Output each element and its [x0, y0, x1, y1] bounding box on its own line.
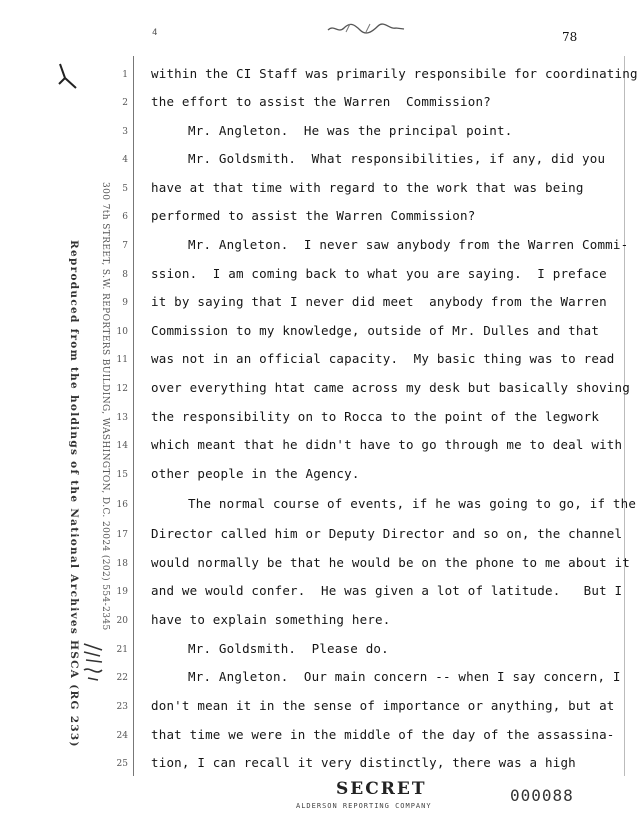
transcript-line: The normal course of events, if he was going to go, if the — [188, 496, 637, 511]
transcript-line: tion, I can recall it very distinctly, there was a high — [151, 755, 576, 770]
transcript-line: Mr. Goldsmith. Please do. — [188, 641, 389, 656]
transcript-line: Mr. Angleton. He was the principal point. — [188, 123, 513, 138]
line-number: 1 — [122, 70, 128, 80]
line-number: 22 — [116, 673, 128, 683]
line-number: 20 — [116, 616, 128, 626]
line-number: 16 — [116, 500, 128, 510]
transcript-line: the effort to assist the Warren Commission? — [151, 94, 491, 109]
line-number: 11 — [116, 355, 128, 365]
transcript-line: performed to assist the Warren Commission? — [151, 208, 476, 223]
line-number: 17 — [116, 530, 128, 540]
transcript-line: don't mean it in the sense of importance or anything, but at — [151, 698, 615, 713]
transcript-line: Mr. Goldsmith. What responsibilities, if any, did you — [188, 151, 606, 166]
right-margin-rule — [624, 56, 625, 776]
secret-classification-stamp: SECRET — [336, 779, 427, 799]
line-number: 10 — [116, 327, 128, 337]
transcript-line: ssion. I am coming back to what you are saying. I preface — [151, 266, 607, 281]
transcript-line: have to explain something here. — [151, 612, 391, 627]
line-number: 4 — [122, 155, 128, 165]
handwritten-initials-stamp — [80, 640, 106, 684]
line-number: 19 — [116, 587, 128, 597]
corner-mark: 4 — [152, 28, 158, 38]
reporting-company-name: ALDERSON REPORTING COMPANY — [296, 802, 432, 810]
line-number: 9 — [122, 298, 128, 308]
left-margin-rule — [133, 56, 134, 776]
line-number: 8 — [122, 270, 128, 280]
transcript-line: that time we were in the middle of the day of the assassina- — [151, 727, 615, 742]
transcript-line: Commission to my knowledge, outside of Mr. Dulles and that — [151, 323, 600, 338]
transcript-line: was not in an official capacity. My basic thing was to read — [151, 351, 615, 366]
margin-tick-mark — [56, 62, 78, 92]
line-number: 24 — [116, 731, 128, 741]
line-number: 25 — [116, 759, 128, 769]
transcript-line: which meant that he didn't have to go through me to deal with — [151, 437, 623, 452]
line-number: 13 — [116, 413, 128, 423]
transcript-line: and we would confer. He was given a lot of latitude. But I — [151, 583, 623, 598]
page-number: 78 — [562, 30, 578, 44]
line-number: 15 — [116, 470, 128, 480]
document-number: 000088 — [510, 786, 574, 805]
transcript-line: within the CI Staff was primarily responsibile for coordinating — [151, 66, 638, 81]
transcript-line: it by saying that I never did meet anybody from the Warren — [151, 294, 607, 309]
line-number: 12 — [116, 384, 128, 394]
transcript-line: the responsibility on to Rocca to the point of the legwork — [151, 409, 600, 424]
transcript-line: Mr. Angleton. Our main concern -- when I say concern, I — [188, 669, 621, 684]
line-number: 5 — [122, 184, 128, 194]
line-number: 18 — [116, 559, 128, 569]
line-number: 2 — [122, 98, 128, 108]
line-number: 14 — [116, 441, 128, 451]
transcript-line: other people in the Agency. — [151, 466, 360, 481]
line-number: 3 — [122, 127, 128, 137]
line-number: 7 — [122, 241, 128, 251]
transcript-line: would normally be that he would be on the phone to me about it — [151, 555, 630, 570]
archives-attribution-text: Reproduced from the holdings of the National Archives HSCA (RG 233) — [68, 240, 80, 748]
header-scribble — [326, 20, 406, 36]
line-number: 6 — [122, 212, 128, 222]
line-number: 23 — [116, 702, 128, 712]
transcript-line: over everything htat came across my desk but basically shoving — [151, 380, 630, 395]
reporter-address-text: 300 7th STREET, S.W. REPORTERS BUILDING, WASHINGTON, D.C. 20024 (202) 554-2345 — [100, 182, 110, 631]
transcript-line: Mr. Angleton. I never saw anybody from the Warren Commi- — [188, 237, 629, 252]
transcript-line: Director called him or Deputy Director and so on, the channel — [151, 526, 623, 541]
transcript-line: have at that time with regard to the work that was being — [151, 180, 584, 195]
line-number: 21 — [116, 645, 128, 655]
